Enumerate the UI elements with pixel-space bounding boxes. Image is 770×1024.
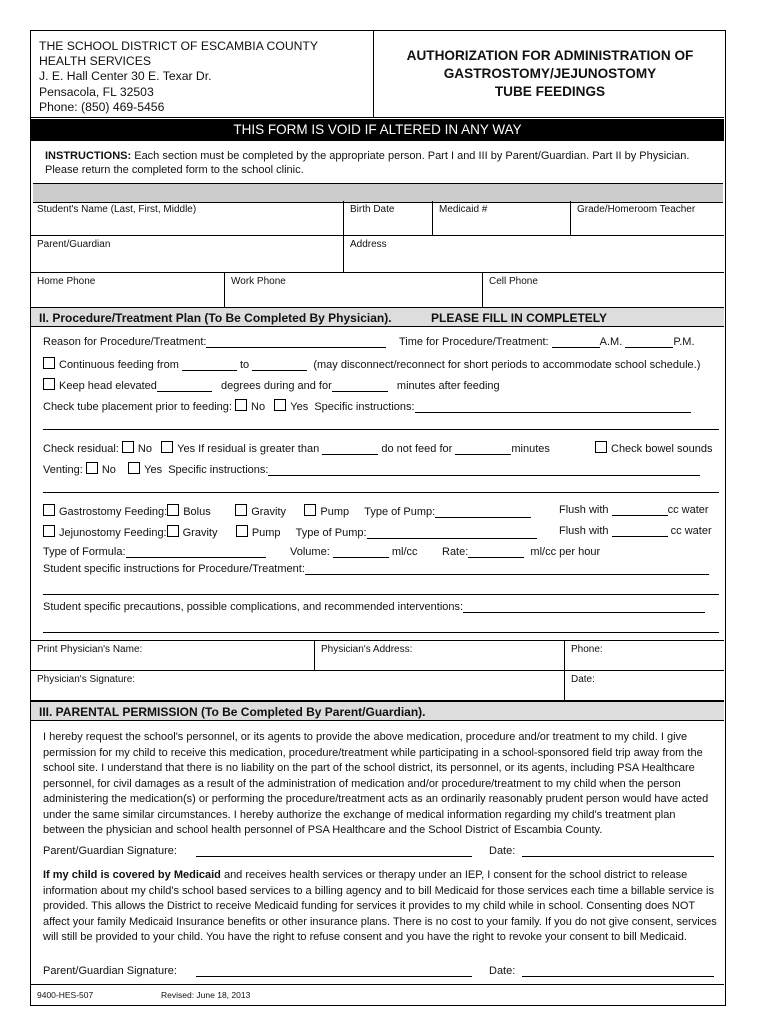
continuous-from-input[interactable] [182, 359, 237, 371]
yes-label: Yes [177, 443, 196, 455]
field-label: Birth Date [350, 204, 395, 215]
formula-label: Type of Formula: [43, 546, 126, 558]
field-label: Medicaid # [439, 204, 488, 215]
field-label: Physician's Address: [321, 644, 413, 655]
type-pump-label: Type of Pump: [295, 527, 367, 539]
pg-signature-row-2 [43, 965, 472, 977]
date-label: Date: [489, 845, 516, 857]
am-time-input[interactable] [552, 336, 600, 348]
to-label: to [239, 359, 250, 371]
physician-date-field[interactable] [565, 671, 724, 701]
check-tube-label: Check tube placement prior to feeding: [43, 401, 232, 413]
do-not-feed-input[interactable] [455, 443, 511, 455]
physician-signature-field[interactable] [31, 671, 565, 701]
part2-title: II. Procedure/Treatment Plan (To Be Completed By Physician). [39, 311, 392, 325]
part3-title: III. PARENTAL PERMISSION (To Be Completed By Parent/Guardian). [39, 705, 426, 719]
minutes-after-label: minutes after feeding [396, 380, 500, 392]
pump-label: Pump [320, 506, 350, 518]
gastro-gravity-checkbox[interactable] [235, 504, 247, 516]
no-label: No [137, 443, 152, 455]
gravity-label: Gravity [251, 506, 287, 518]
venting-label: Venting: [43, 464, 83, 476]
grade-field[interactable] [571, 201, 724, 236]
keep-head-label: Keep head elevated [59, 380, 157, 392]
title-line: AUTHORIZATION FOR ADMINISTRATION OF [406, 48, 694, 63]
reason-row [43, 336, 386, 348]
void-notice: THIS FORM IS VOID IF ALTERED IN ANY WAY [31, 119, 724, 141]
medicaid-paragraph [43, 868, 719, 946]
pg-date-row-1 [489, 845, 714, 857]
residual-row [43, 441, 550, 455]
field-label: Address [350, 239, 387, 250]
field-label: Parent/Guardian [37, 239, 111, 250]
field-label: Physician's Signature: [37, 674, 136, 685]
medicaid-field[interactable] [433, 201, 571, 236]
reason-input[interactable] [206, 336, 386, 348]
bolus-label: Bolus [183, 506, 211, 518]
medicaid-bold: If my child is covered by Medicaid [43, 869, 221, 881]
flush-label: Flush with [559, 525, 609, 537]
pg-date-row-2 [489, 965, 714, 977]
date-label: Date: [489, 965, 516, 977]
degrees-input[interactable] [157, 380, 212, 392]
title-line: GASTROSTOMY/JEJUNOSTOMY [443, 66, 657, 81]
minutes-after-input[interactable] [332, 380, 388, 392]
field-label: Date: [571, 674, 595, 685]
ml-cc-hour-label: ml/cc per hour [530, 546, 601, 558]
org-line: Phone: (850) 469-5456 [39, 99, 165, 114]
pg-sig-label: Parent/Guardian Signature: [43, 845, 177, 857]
field-label: Phone: [571, 644, 603, 655]
residual-no-checkbox[interactable] [122, 441, 134, 453]
continuous-checkbox[interactable] [43, 357, 55, 369]
jejuno-flush-row [559, 525, 712, 537]
part1-bar [33, 183, 723, 203]
jejuno-flush-input[interactable] [612, 525, 668, 537]
parent-field[interactable] [31, 236, 344, 273]
part2-header [31, 307, 724, 327]
form-number: 9400-HES-507 [37, 990, 94, 1000]
rate-input[interactable] [468, 546, 524, 558]
pm-label: P.M. [673, 336, 695, 348]
if-residual-label: If residual is greater than [198, 443, 320, 455]
field-label: Home Phone [37, 276, 96, 287]
physician-address-field[interactable] [315, 640, 565, 671]
formula-row [43, 546, 600, 558]
gastro-label: Gastrostomy Feeding: [59, 506, 168, 518]
pg-signature-input-2[interactable] [196, 965, 472, 977]
disconnect-note: (may disconnect/reconnect for short periods to accommodate school schedule.) [313, 359, 701, 371]
volume-label: Volume: [290, 546, 330, 558]
keep-head-row [43, 378, 500, 392]
formula-input[interactable] [126, 546, 266, 558]
gastro-row [43, 504, 531, 518]
gastro-checkbox[interactable] [43, 504, 55, 516]
precautions-input[interactable] [463, 601, 705, 613]
precautions-row [43, 601, 705, 613]
continuous-to-input[interactable] [252, 359, 307, 371]
gastro-flush-row [559, 504, 709, 516]
answer-line[interactable] [43, 594, 719, 595]
yes-label: Yes [144, 464, 163, 476]
jejuno-checkbox[interactable] [43, 525, 55, 537]
birth-date-field[interactable] [344, 201, 433, 236]
tube-instructions-input[interactable] [415, 401, 691, 413]
cc-water-label: cc water [670, 525, 712, 537]
am-label: A.M. [599, 336, 623, 348]
gastro-pump-type-input[interactable] [435, 506, 531, 518]
continuous-row [43, 357, 700, 371]
no-label: No [101, 464, 116, 476]
reason-label: Reason for Procedure/Treatment: [43, 336, 207, 348]
yes-label: Yes [290, 401, 309, 413]
org-address-block [39, 39, 318, 115]
instructions-text: Each section must be completed by the appropriate person. Part I and III by Parent/Guardian. Part II by Physician. Please return the completed form to the school clinic. [45, 150, 690, 176]
pm-time-input[interactable] [625, 336, 673, 348]
part3-header [31, 701, 724, 721]
residual-yes-checkbox[interactable] [161, 441, 173, 453]
specific-label: Specific instructions: [168, 464, 269, 476]
check-tube-no-checkbox[interactable] [235, 399, 247, 411]
pg-date-input-1[interactable] [522, 845, 714, 857]
revised-date: Revised: June 18, 2013 [161, 990, 251, 1000]
consent-paragraph: I hereby request the school's personnel, or its agents to provide the above medication, procedure and/or treatment to my child. I give permission for my child to receive this medication, procedure/treatment while participating in a school-sponsored field trip away from the school site. I understand that there is no liability on the part of the school district, its personnel, or its agents, including PSA Healthcare personnel, for civil damages as a result of the administration of medication and/or procedure/treatment to my child when the person administering the medication(s) or performing the procedure/treatment acts as an ordinarily reasonably prudent person would have acted under the same similar circumstances. I hereby authorize the exchange of medical information regarding my child's treatment plan between the physician and school health personnel of PSA Healthcare and the School District of Escambia County. [43, 731, 709, 836]
org-line: Pensacola, FL 32503 [39, 84, 154, 99]
pg-signature-input-1[interactable] [196, 845, 472, 857]
answer-line[interactable] [43, 632, 719, 633]
student-instr-row [43, 563, 709, 575]
field-label: Print Physician's Name: [37, 644, 143, 655]
check-tube-row [43, 399, 691, 413]
precautions-label: Student specific precautions, possible complications, and recommended interventions: [43, 601, 464, 613]
medicaid-text: and receives health services or therapy under an IEP, I consent for the school district to release information about my child's school based services to a billing agency and to bill Medicaid for those services each time a billable service is provided. This allows the District to receive Medicaid funding for services it provides to my child while in school. Consenting does NOT affect your family Medicaid Insurance benefits or other insurance plans. There is no cost to your family. If you do not give consent, services will still be provided to your child. You have the right to refuse consent and you have the right to revoke your consent to bill Medicaid. [43, 869, 717, 943]
student-instr-input[interactable] [305, 563, 709, 575]
bolus-checkbox[interactable] [167, 504, 179, 516]
physician-name-field[interactable] [31, 640, 315, 671]
residual-label: Check residual: [43, 443, 119, 455]
volume-input[interactable] [333, 546, 389, 558]
pg-sig-label: Parent/Guardian Signature: [43, 965, 177, 977]
minutes-label: minutes [511, 443, 550, 455]
instructions-label: INSTRUCTIONS: [45, 150, 132, 162]
jejuno-pump-type-input[interactable] [367, 527, 537, 539]
venting-instructions-input[interactable] [268, 464, 700, 476]
cc-water-label: cc water [667, 504, 709, 516]
venting-yes-checkbox[interactable] [128, 462, 140, 474]
bowel-checkbox[interactable] [595, 441, 607, 453]
work-phone-field[interactable] [225, 273, 483, 308]
fill-note: PLEASE FILL IN COMPLETELY [431, 311, 608, 325]
field-label: Grade/Homeroom Teacher [577, 204, 696, 215]
check-tube-yes-checkbox[interactable] [274, 399, 286, 411]
pg-date-input-2[interactable] [522, 965, 714, 977]
answer-line[interactable] [43, 492, 719, 493]
gastro-flush-input[interactable] [612, 504, 668, 516]
physician-phone-field[interactable] [565, 640, 724, 671]
instructions [45, 149, 715, 177]
venting-no-checkbox[interactable] [86, 462, 98, 474]
venting-row [43, 462, 700, 476]
time-row [399, 336, 695, 348]
gravity-label: Gravity [182, 527, 218, 539]
bowel-row [595, 441, 713, 455]
time-label: Time for Procedure/Treatment: [399, 336, 549, 348]
jejuno-label: Jejunostomy Feeding: [59, 527, 167, 539]
address-field[interactable] [344, 236, 724, 273]
keep-head-checkbox[interactable] [43, 378, 55, 390]
student-instr-label: Student specific instructions for Procedure/Treatment: [43, 563, 305, 575]
type-pump-label: Type of Pump: [364, 506, 436, 518]
specific-label: Specific instructions: [314, 401, 415, 413]
student-name-field[interactable] [31, 201, 344, 236]
field-label: Work Phone [231, 276, 286, 287]
form-title [373, 31, 726, 117]
field-label: Cell Phone [489, 276, 538, 287]
cell-phone-field[interactable] [483, 273, 724, 308]
org-line: J. E. Hall Center 30 E. Texar Dr. [39, 69, 212, 84]
jejuno-gravity-checkbox[interactable] [167, 525, 179, 537]
jejuno-pump-checkbox[interactable] [236, 525, 248, 537]
bowel-label: Check bowel sounds [611, 443, 713, 455]
residual-amount-input[interactable] [322, 443, 378, 455]
degrees-label: degrees during and for [221, 380, 332, 392]
field-label: Student's Name (Last, First, Middle) [37, 204, 197, 215]
jejuno-row [43, 525, 537, 539]
flush-label: Flush with [559, 504, 609, 516]
org-line: HEALTH SERVICES [39, 54, 151, 69]
do-not-feed-label: do not feed for [381, 443, 453, 455]
rate-label: Rate: [442, 546, 469, 558]
pg-signature-row-1 [43, 845, 472, 857]
no-label: No [251, 401, 266, 413]
form-page [30, 30, 726, 1006]
org-line: THE SCHOOL DISTRICT OF ESCAMBIA COUNTY [39, 39, 318, 53]
answer-line[interactable] [43, 429, 719, 430]
gastro-pump-checkbox[interactable] [304, 504, 316, 516]
continuous-label: Continuous feeding from [59, 359, 179, 371]
title-line: TUBE FEEDINGS [494, 84, 606, 99]
home-phone-field[interactable] [31, 273, 225, 308]
ml-cc-label: ml/cc [391, 546, 418, 558]
pump-label: Pump [251, 527, 281, 539]
